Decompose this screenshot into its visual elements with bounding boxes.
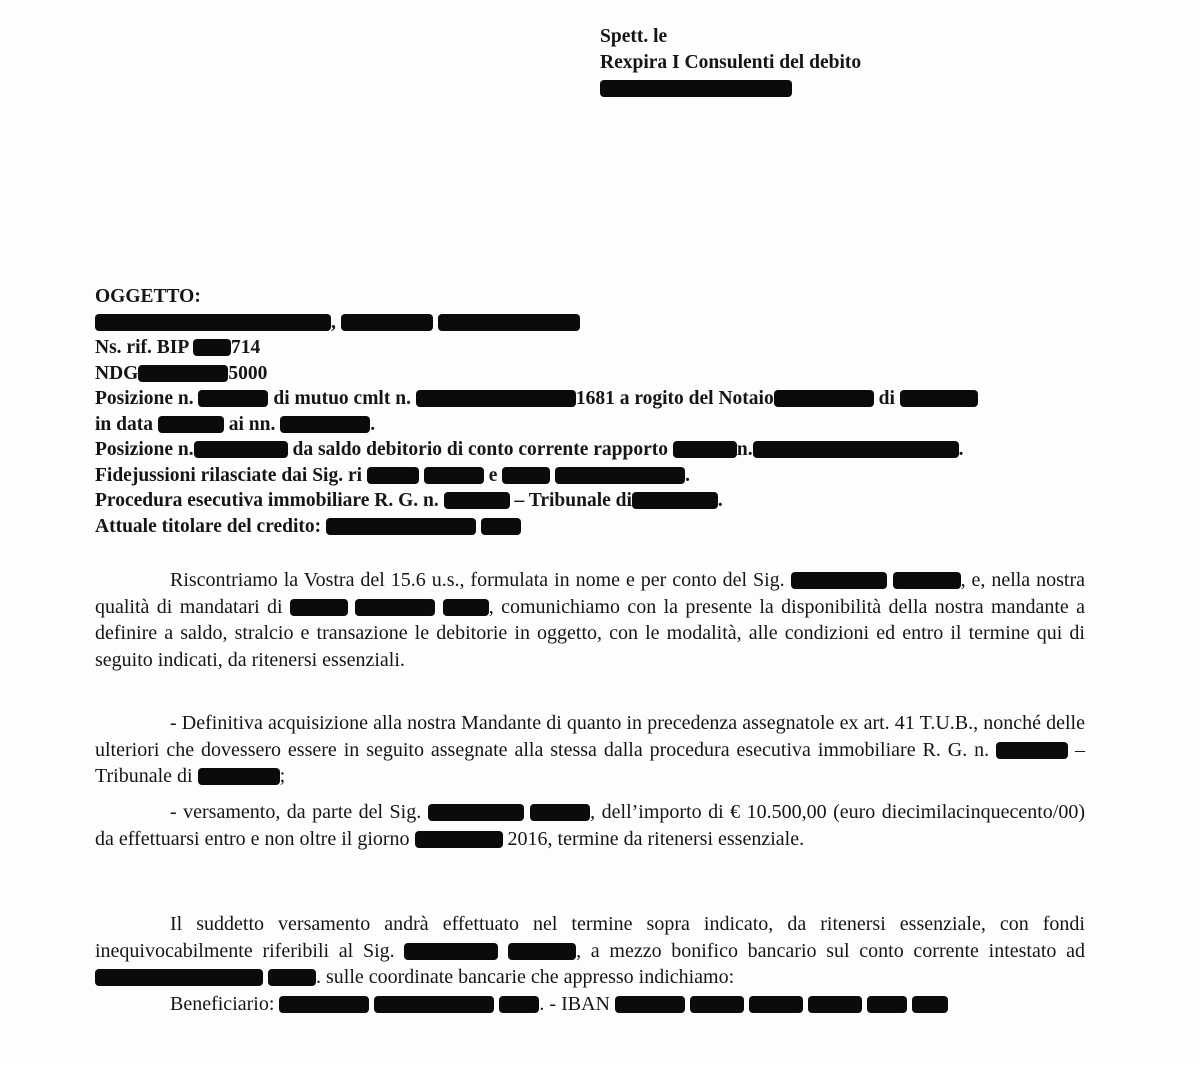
subject-guarantees: Fidejussioni rilasciate dai Sig. ri e .: [95, 464, 690, 486]
salutation: Spett. le: [600, 26, 668, 47]
subject-parties-redacted: ,: [95, 310, 978, 336]
recipient-email-redacted: [600, 76, 861, 102]
paragraph-payment: - versamento, da parte del Sig. , dell’importo di € 10.500,00 (euro diecimilacinquecento/00) da effettuarsi entro e non oltre il giorno 2016, termine da ritenersi essenziale.: [95, 801, 1086, 850]
subject-procedure: Procedura esecutiva immobiliare R. G. n. – Tribunale di .: [95, 490, 723, 511]
subject-heading: OGGETTO:: [95, 286, 201, 307]
paragraph-response: Riscontriamo la Vostra del 15.6 u.s., formulata in nome e per conto del Sig. , e, nella nostra qualità di mandatari di , comunichiamo con la presente la disponibilità della nostra mandante a definire a saldo, stralcio e transazione le debitorie in oggetto, con le modalità, alle condizioni ed entro il termine qui di seguito indicati, da ritenersi essenziali.: [95, 569, 1086, 671]
subject-ndg: NDG 5000: [95, 362, 268, 384]
addressee-block: [600, 24, 861, 102]
subject-position-date: in data ai nn. .: [95, 413, 376, 435]
subject-reference: Ns. rif. BIP 714: [95, 337, 261, 358]
recipient-company: Rexpira I Consulenti del debito: [600, 52, 862, 73]
paragraph-transfer: Il suddetto versamento andrà effettuato nel termine sopra indicato, da ritenersi essenziale, con fondi inequivocabilmente riferibili al Sig. , a mezzo bonifico bancario sul conto corrente intestato ad . sulle coordinate bancarie che appresso indichiamo:: [95, 913, 1086, 988]
subject-credit-holder: Attuale titolare del credito:: [95, 514, 978, 540]
subject-block: [95, 284, 978, 539]
subject-position-mortgage: Posizione n. di mutuo cmlt n. 1681 a rogito del Notaio di: [95, 386, 978, 412]
beneficiary-line: Beneficiario: . - IBAN: [95, 991, 1085, 1018]
subject-position-account: Posizione n. da saldo debitorio di conto corrente rapporto n. .: [95, 439, 964, 460]
paragraph-acquisition: - Definitiva acquisizione alla nostra Mandante di quanto in precedenza assegnatole ex art. 41 T.U.B., nonché delle ulteriori che dovessero essere in seguito assegnate alla stessa dalla procedura esecutiva immobiliare R. G. n. – Tribunale di ;: [95, 712, 1086, 787]
